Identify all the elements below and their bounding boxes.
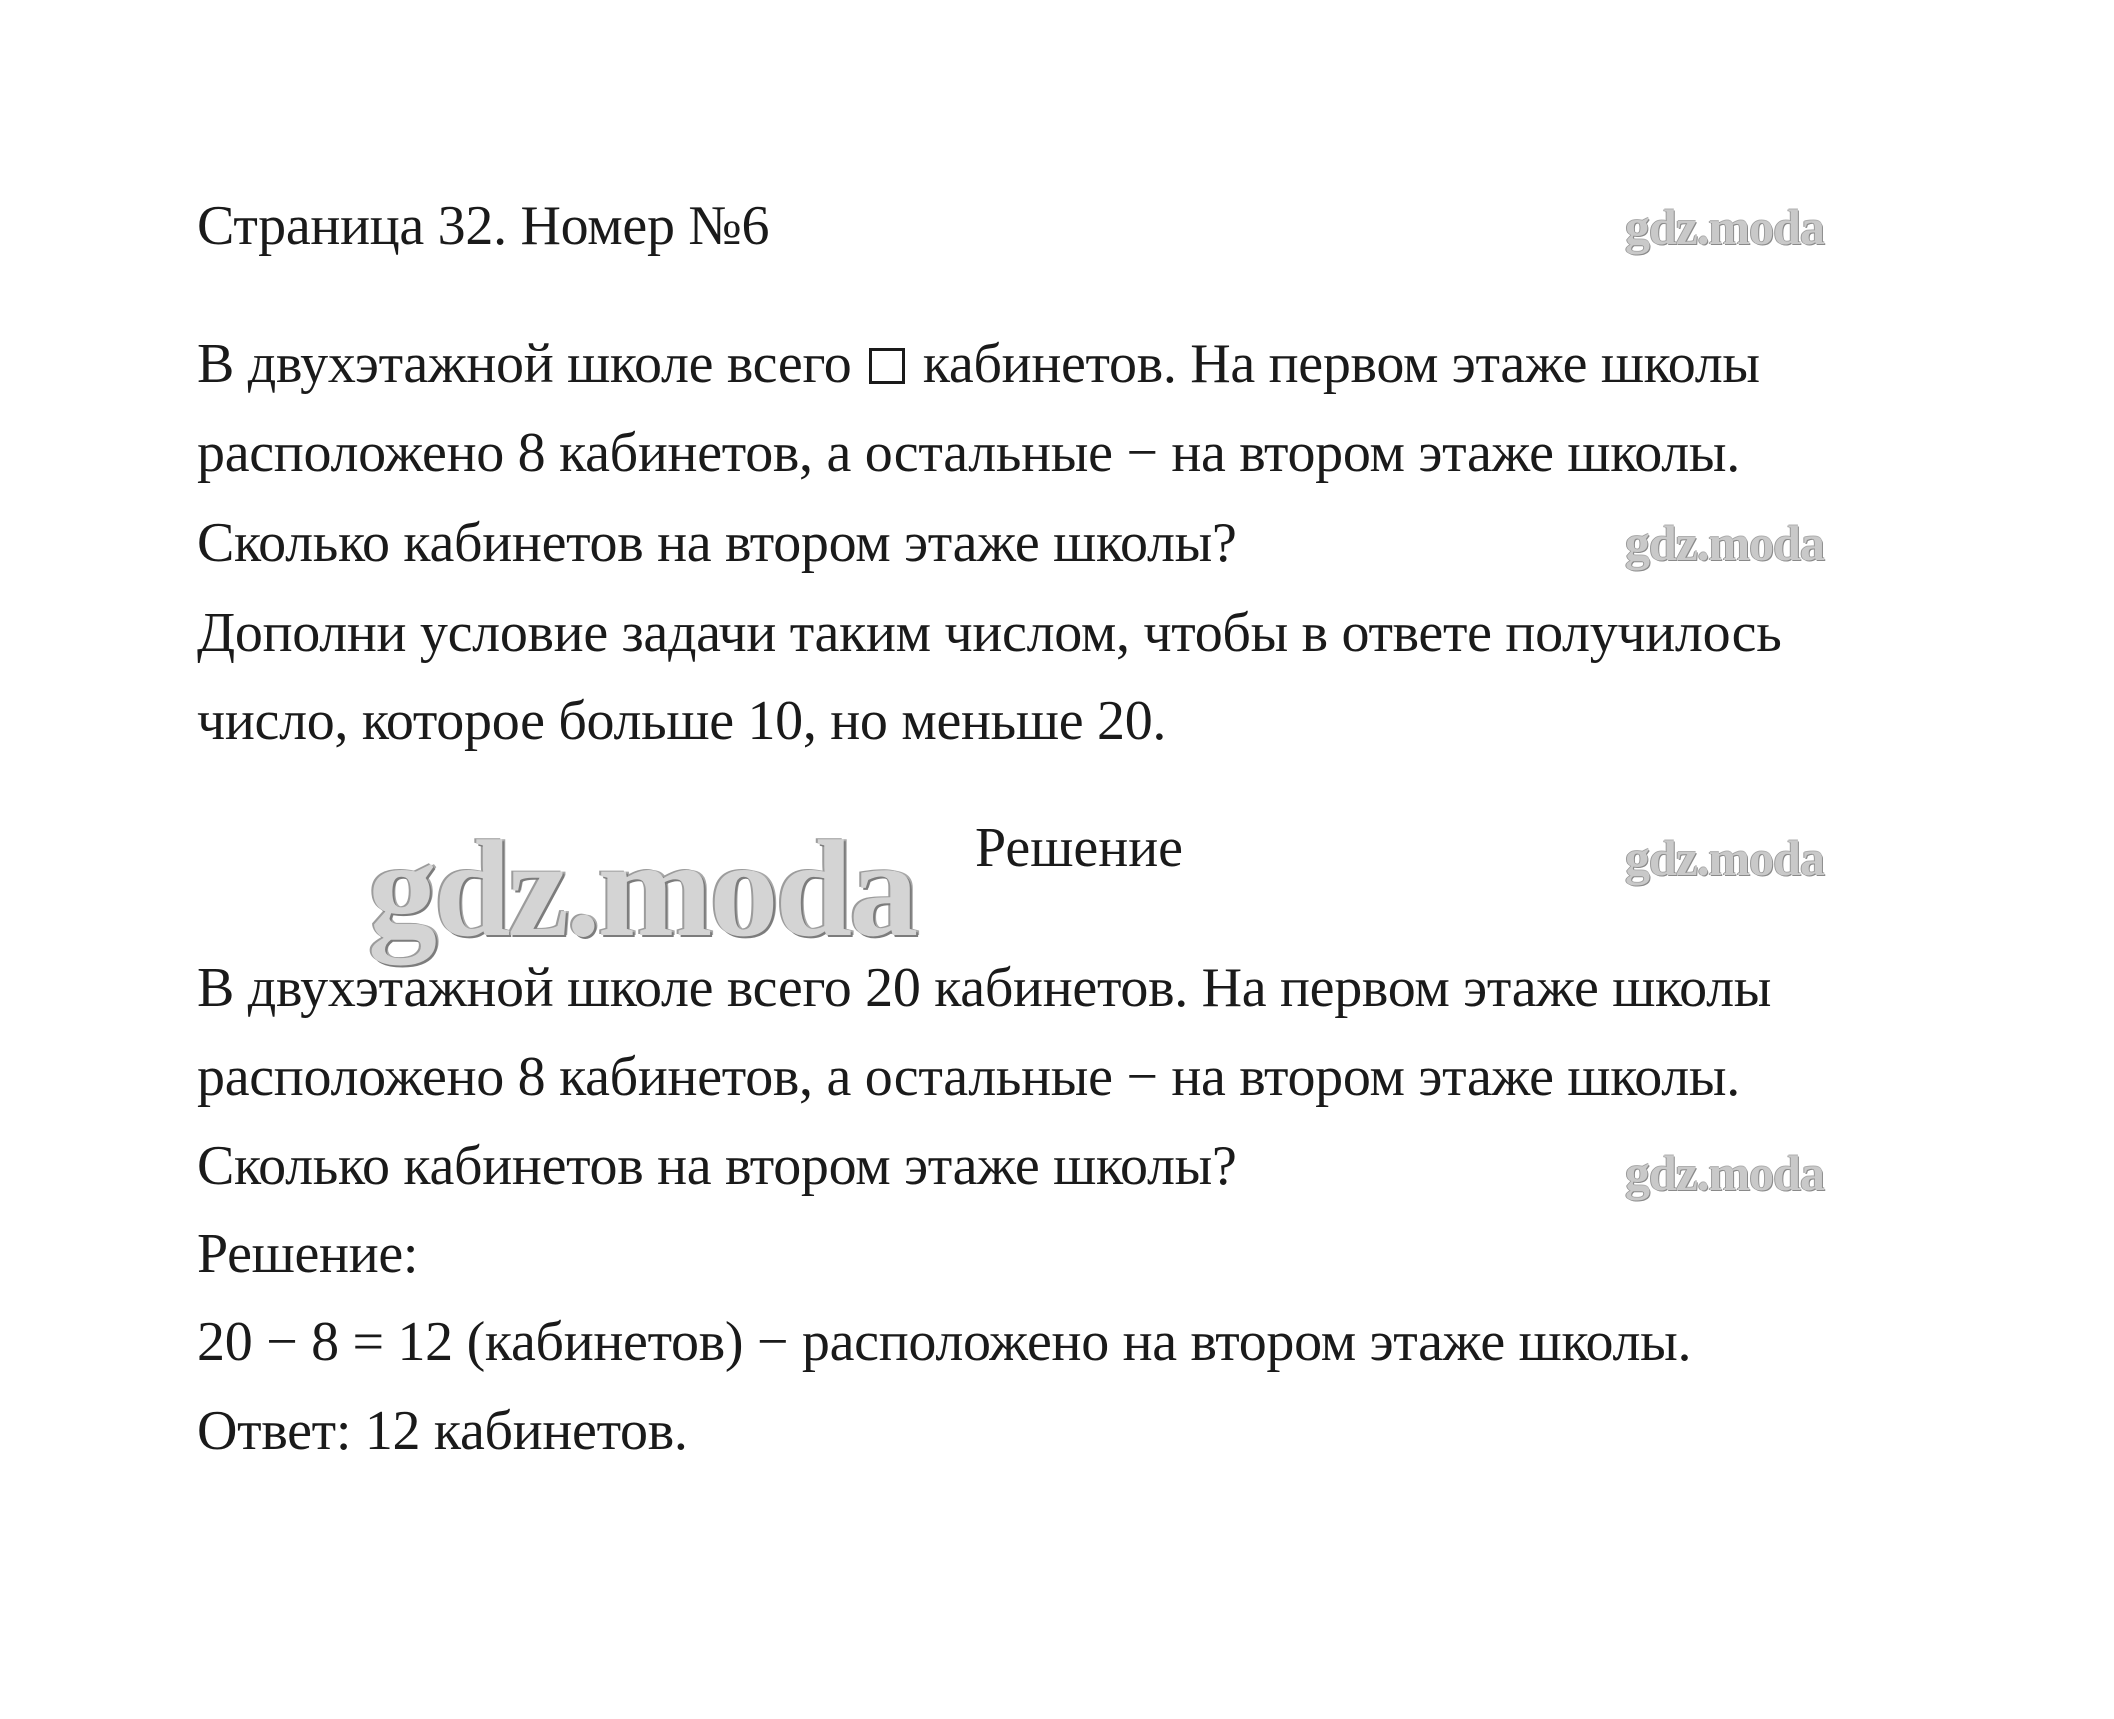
watermark-logo: gdz.moda xyxy=(1625,1145,1824,1201)
solution-line-2: расположено 8 кабинетов, а остальные − на втором этаже школы. xyxy=(197,1046,1740,1108)
blank-box-icon xyxy=(869,348,905,384)
task-line-1-start: В двухэтажной школе всего xyxy=(197,333,852,395)
solution-heading: Решение xyxy=(975,817,1184,879)
solution-equation: 20 − 8 = 12 (кабинетов) − расположено на втором этаже школы. xyxy=(197,1311,1692,1373)
task-line-4: Дополни условие задачи таким числом, чтобы в ответе получилось xyxy=(197,602,1782,664)
watermark-logo: gdz.moda xyxy=(1625,830,1824,886)
watermark-logo: gdz.moda xyxy=(1625,199,1824,255)
task-line-1 xyxy=(197,333,1760,395)
watermark-logo-large: gdz.moda xyxy=(368,812,916,965)
solution-line-1: В двухэтажной школе всего 20 кабинетов. На первом этаже школы xyxy=(197,957,1772,1019)
task-line-5: число, которое больше 10, но меньше 20. xyxy=(197,690,1167,752)
solution-line-3: Сколько кабинетов на втором этаже школы? xyxy=(197,1135,1237,1197)
task-line-3: Сколько кабинетов на втором этаже школы? xyxy=(197,512,1237,574)
task-line-1-end: кабинетов. На первом этаже школы xyxy=(922,333,1760,395)
solution-label: Решение: xyxy=(197,1223,419,1285)
answer-text: Ответ: 12 кабинетов. xyxy=(197,1400,688,1462)
watermark-logo: gdz.moda xyxy=(1625,515,1824,571)
page-title: Страница 32. Номер №6 xyxy=(197,195,770,257)
task-line-2: расположено 8 кабинетов, а остальные − на втором этаже школы. xyxy=(197,422,1740,484)
